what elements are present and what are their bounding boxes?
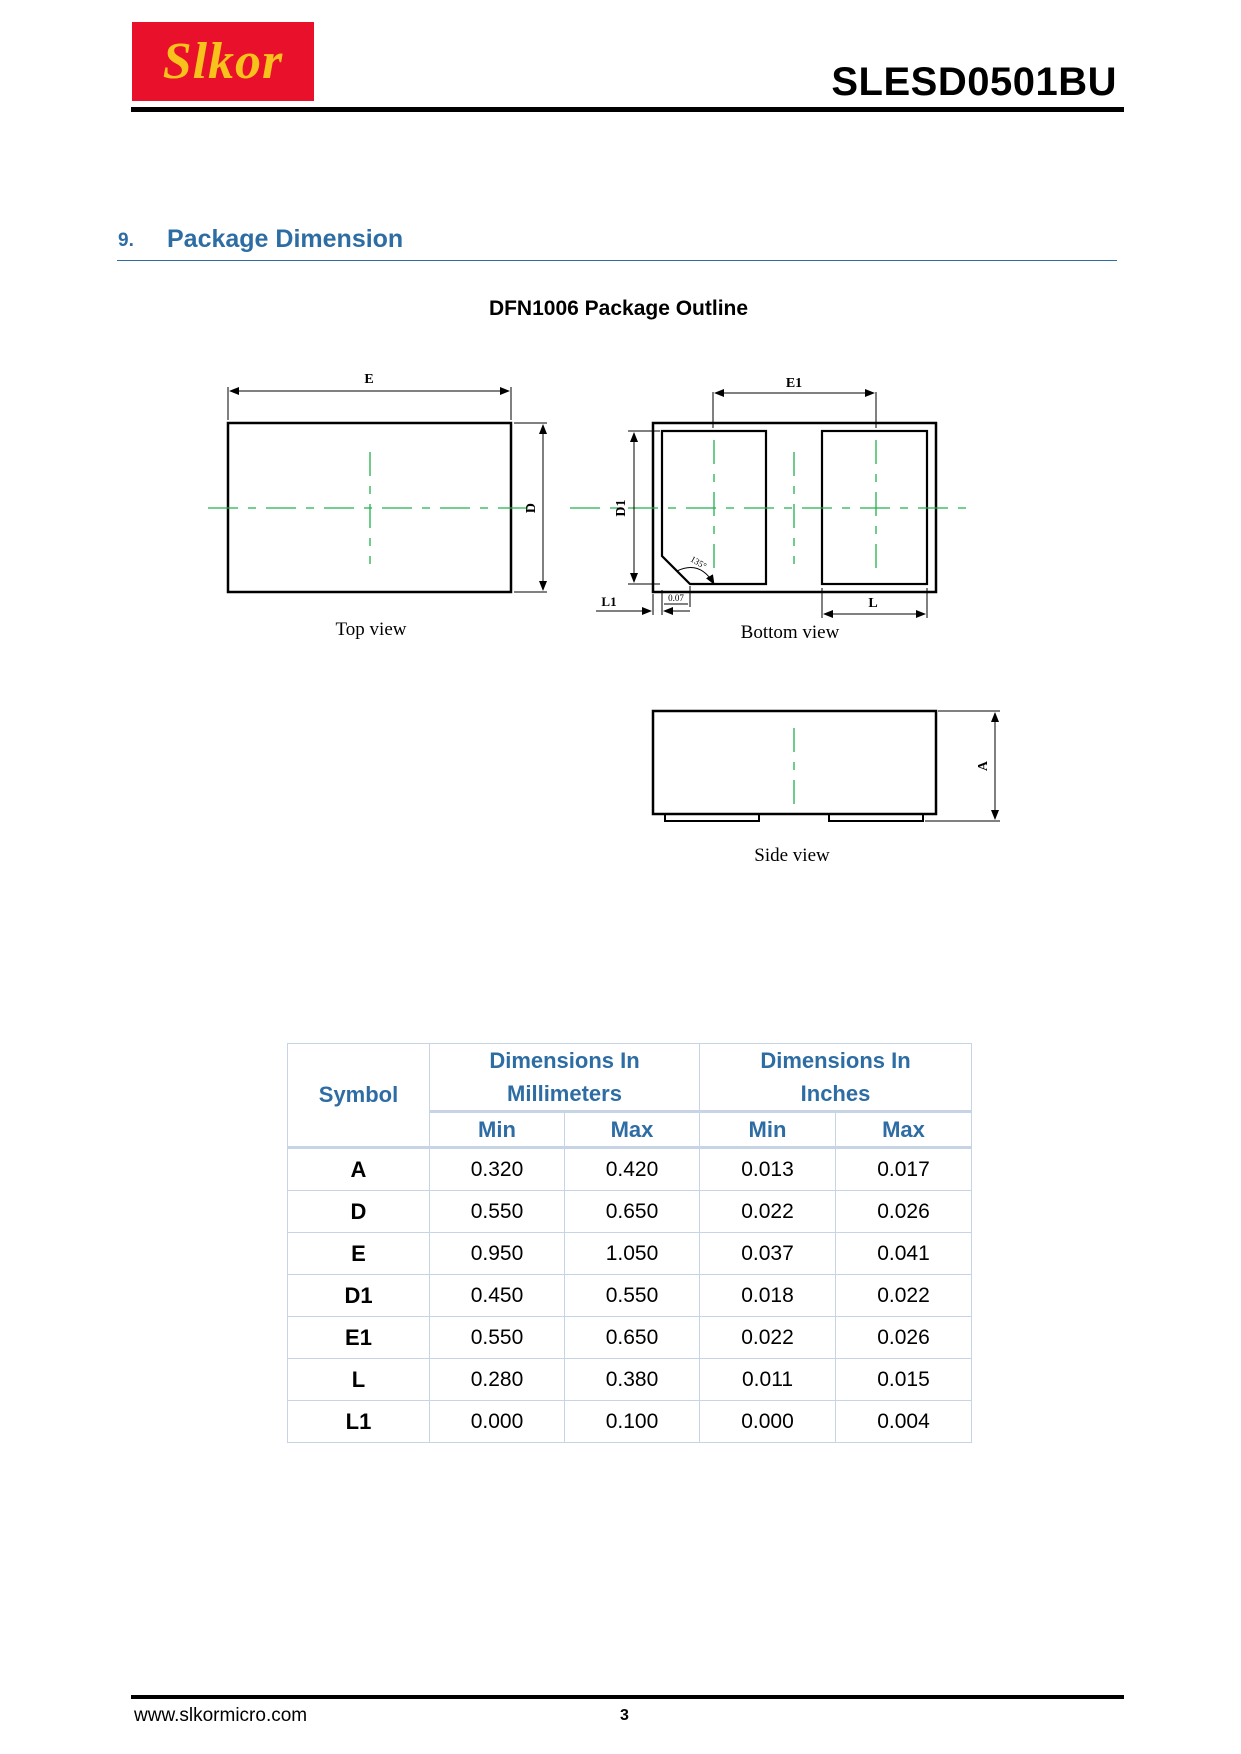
bottom-view-caption: Bottom view — [740, 622, 840, 643]
mm-min-header: Min — [430, 1112, 565, 1148]
mm-max-cell: 0.100 — [565, 1401, 700, 1443]
mm-max-cell: 0.380 — [565, 1359, 700, 1401]
in-max-cell: 0.026 — [836, 1317, 972, 1359]
in-min-header: Min — [700, 1112, 836, 1148]
label-l: L — [868, 596, 878, 611]
in-max-cell: 0.017 — [836, 1148, 972, 1191]
side-view — [653, 711, 1000, 866]
mm-max-cell: 0.650 — [565, 1191, 700, 1233]
in-max-cell: 0.022 — [836, 1275, 972, 1317]
mm-max-header: Max — [565, 1112, 700, 1148]
table-row — [288, 1359, 972, 1401]
label-angle: 135° — [688, 553, 709, 572]
in-min-cell: 0.022 — [700, 1191, 836, 1233]
top-view-caption: Top view — [335, 619, 407, 640]
symbol-header: Symbol — [288, 1044, 430, 1148]
in-min-cell: 0.011 — [700, 1359, 836, 1401]
label-d: D — [524, 502, 539, 514]
in-max-cell: 0.015 — [836, 1359, 972, 1401]
in-min-cell: 0.013 — [700, 1148, 836, 1191]
in-max-cell: 0.004 — [836, 1401, 972, 1443]
label-e1: E1 — [785, 376, 803, 391]
label-0-07: 0.07 — [668, 593, 684, 603]
table-row — [288, 1317, 972, 1359]
mm-max-cell: 0.650 — [565, 1317, 700, 1359]
mm-max-cell: 0.550 — [565, 1275, 700, 1317]
mm-max-cell: 0.420 — [565, 1148, 700, 1191]
label-d1: D1 — [614, 499, 629, 517]
package-outline-title: DFN1006 Package Outline — [488, 297, 749, 320]
mm-max-cell: 1.050 — [565, 1233, 700, 1275]
in-max-cell: 0.041 — [836, 1233, 972, 1275]
in-min-cell: 0.000 — [700, 1401, 836, 1443]
table-row — [288, 1401, 972, 1443]
section-title: Package Dimension — [167, 225, 404, 253]
mm-min-cell: 0.950 — [430, 1233, 565, 1275]
symbol-cell: L1 — [288, 1401, 430, 1443]
mm-header: Dimensions In Millimeters — [430, 1044, 700, 1112]
in-min-cell: 0.018 — [700, 1275, 836, 1317]
symbol-cell: E1 — [288, 1317, 430, 1359]
mm-min-cell: 0.550 — [430, 1317, 565, 1359]
table-row — [288, 1191, 972, 1233]
in-min-cell: 0.022 — [700, 1317, 836, 1359]
table-row — [288, 1233, 972, 1275]
section-number: 9. — [118, 230, 134, 251]
logo-text: Slkor — [162, 33, 284, 90]
symbol-cell: L — [288, 1359, 430, 1401]
bottom-view — [570, 376, 972, 643]
mm-min-cell: 0.450 — [430, 1275, 565, 1317]
mm-min-cell: 0.280 — [430, 1359, 565, 1401]
in-min-cell: 0.037 — [700, 1233, 836, 1275]
table-row — [288, 1148, 972, 1191]
dimensions-table — [287, 1043, 972, 1443]
symbol-cell: D — [288, 1191, 430, 1233]
inch-header: Dimensions In Inches — [700, 1044, 972, 1112]
mm-min-cell: 0.550 — [430, 1191, 565, 1233]
in-max-header: Max — [836, 1112, 972, 1148]
footer-website-link[interactable]: www.slkormicro.com — [134, 1705, 308, 1726]
symbol-cell: E — [288, 1233, 430, 1275]
page-number: 3 — [620, 1707, 629, 1724]
side-view-caption: Side view — [754, 845, 830, 866]
label-a: A — [976, 760, 991, 772]
label-e: E — [364, 372, 374, 387]
mm-min-cell: 0.000 — [430, 1401, 565, 1443]
symbol-cell: A — [288, 1148, 430, 1191]
part-number: SLESD0501BU — [831, 60, 1117, 104]
in-max-cell: 0.026 — [836, 1191, 972, 1233]
top-view — [208, 372, 547, 640]
symbol-cell: D1 — [288, 1275, 430, 1317]
mm-min-cell: 0.320 — [430, 1148, 565, 1191]
label-l1: L1 — [601, 594, 617, 609]
table-row — [288, 1275, 972, 1317]
footer-divider — [131, 1695, 1124, 1699]
